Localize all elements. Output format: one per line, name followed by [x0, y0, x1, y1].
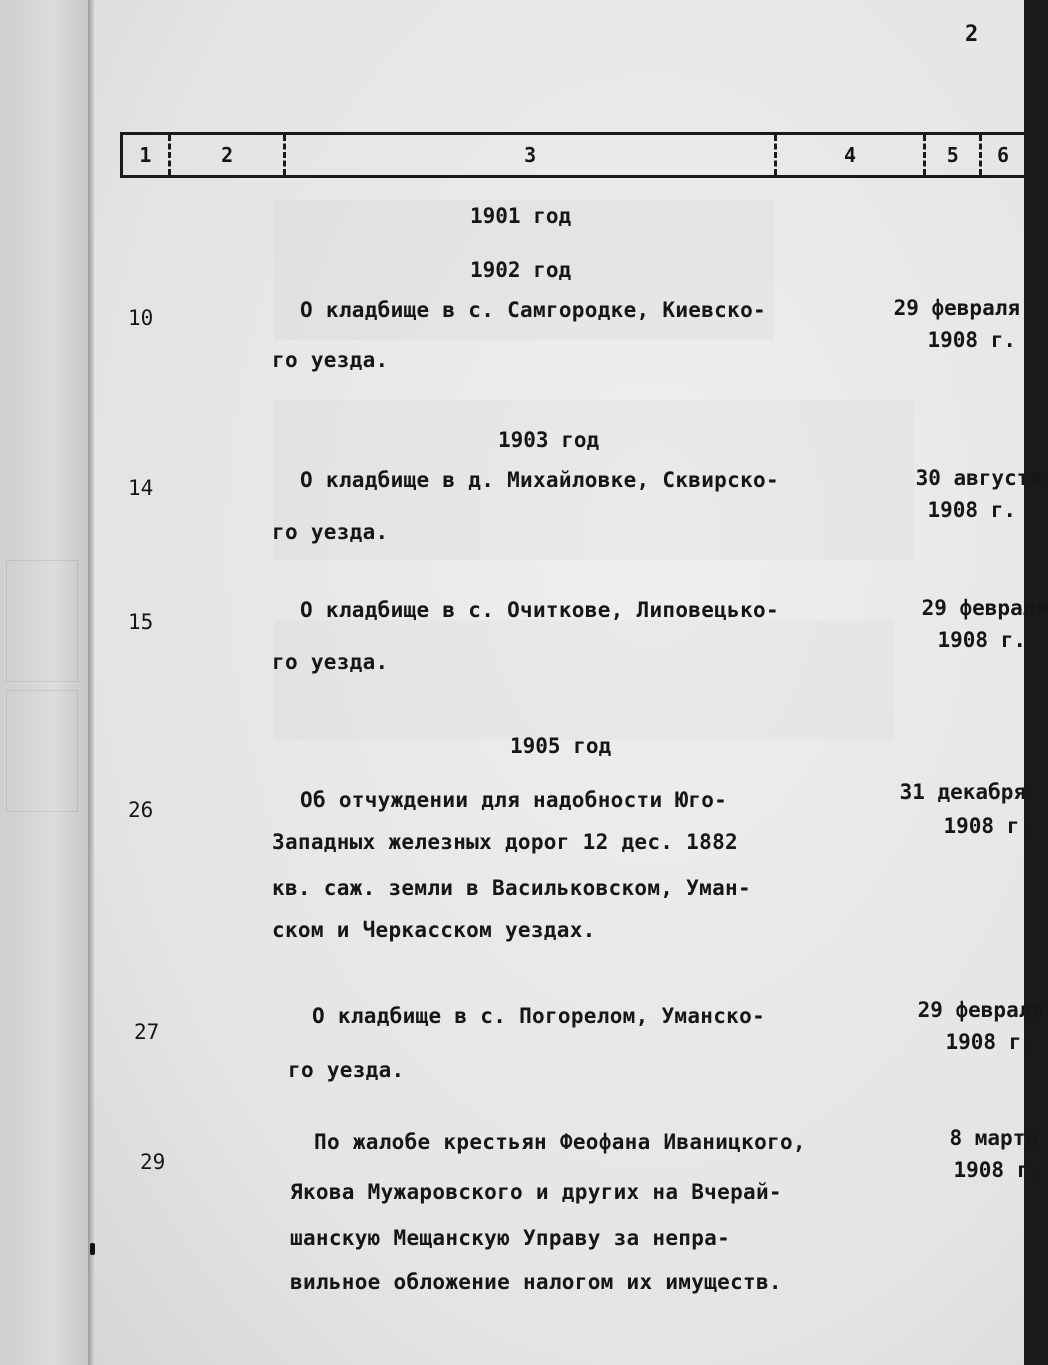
entry-date-day: 31 декабря: [899, 780, 1026, 804]
entry-date-year: 1908 г.: [937, 628, 1026, 652]
entry-date-day: 8 марта: [949, 1126, 1038, 1150]
entry-text-line: го уезда.: [288, 1058, 405, 1082]
year-heading-1905: 1905 год: [510, 734, 612, 758]
entry-text-line: Якова Мужаровского и других на Вчерай-: [290, 1180, 782, 1204]
entry-date-day: 29 февраля: [921, 596, 1048, 620]
entry-text-line: шанскую Мещанскую Управу за непра-: [290, 1226, 731, 1250]
facing-page-ghost-box: [6, 690, 78, 812]
column-header-row: [120, 132, 1024, 178]
entry-date-year: 1908 г.: [927, 498, 1016, 522]
entry-date-day: 29 февраля: [917, 998, 1044, 1022]
entry-text-line: О кладбище в с. Погорелом, Уманско-: [312, 1004, 766, 1028]
column-header-5: 5: [926, 135, 982, 175]
column-header-1: 1: [123, 135, 171, 175]
entry-number: 29: [140, 1150, 166, 1174]
entry-text-line: ском и Черкасском уездах.: [272, 918, 596, 942]
entry-number: 26: [128, 798, 154, 822]
entry-date-day: 30 августа: [915, 466, 1042, 490]
entry-text-line: вильное обложение налогом их имуществ.: [290, 1270, 782, 1294]
entry-date-year: 1908 г.: [927, 328, 1016, 352]
entry-text-line: го уезда.: [272, 348, 389, 372]
binding-hole: [90, 1243, 95, 1255]
column-header-2: 2: [171, 135, 287, 175]
entry-text-line: Об отчуждении для надобности Юго-: [300, 788, 728, 812]
entry-text-line: По жалобе крестьян Феофана Иваницкого,: [314, 1130, 806, 1154]
entry-date-year: 1908 г.: [953, 1158, 1042, 1182]
entry-text-line: О кладбище в с. Очиткове, Липовецько-: [300, 598, 779, 622]
entry-number: 15: [128, 610, 154, 634]
facing-page-edge: [0, 0, 92, 1365]
column-header-6: 6: [997, 143, 1010, 167]
entry-number: 10: [128, 306, 154, 330]
year-heading-1901: 1901 год: [470, 204, 572, 228]
page-number: 2: [965, 22, 979, 47]
entry-number: 27: [134, 1020, 160, 1044]
column-header-4: 4: [777, 135, 927, 175]
entry-text-line: О кладбище в с. Самгородке, Киевско-: [300, 298, 766, 322]
entry-text-line: го уезда.: [272, 520, 389, 544]
entry-date-day: 29 февраля: [893, 296, 1020, 320]
entry-number: 14: [128, 476, 154, 500]
document-page: [94, 0, 1048, 1365]
entry-text-line: Западных железных дорог 12 дес. 1882: [272, 830, 738, 854]
entry-date-year: 1908 г.: [945, 1030, 1034, 1054]
year-heading-1903: 1903 год: [498, 428, 600, 452]
year-heading-1902: 1902 год: [470, 258, 572, 282]
entry-text-line: го уезда.: [272, 650, 389, 674]
column-header-3: 3: [286, 135, 776, 175]
entry-text-line: О кладбище в д. Михайловке, Сквирско-: [300, 468, 779, 492]
facing-page-ghost-box: [6, 560, 78, 682]
entry-text-line: кв. саж. земли в Васильковском, Уман-: [272, 876, 751, 900]
entry-date-year: 1908 г.: [943, 814, 1032, 838]
